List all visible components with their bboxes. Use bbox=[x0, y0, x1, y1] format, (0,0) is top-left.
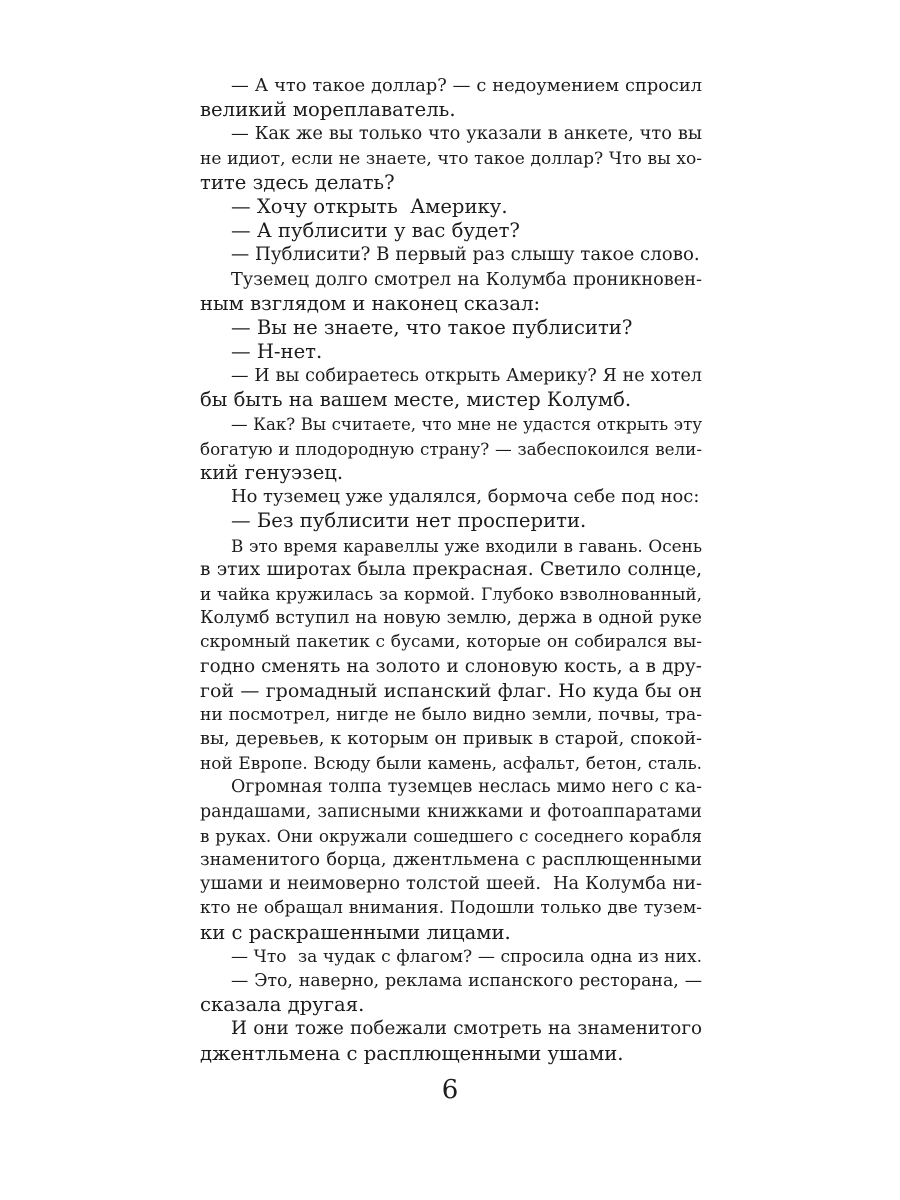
text-line: сказала другая. bbox=[200, 993, 365, 1017]
body-text bbox=[200, 74, 702, 1066]
text-line: кто не обращал внимания. Подошли только две тузем- bbox=[200, 898, 702, 919]
text-line: джентльмена с расплющенными ушами. bbox=[200, 1041, 624, 1065]
text-line: ным взглядом и наконец сказал: bbox=[200, 291, 541, 315]
text-line: вы, деревьев, к которым он привык в старой, спокой- bbox=[200, 729, 702, 750]
text-line: бы быть на вашем месте, мистер Колумб. bbox=[200, 388, 632, 412]
text-line: В это время каравеллы уже входили в гавань. Осень bbox=[231, 535, 702, 556]
text-line: рандашами, записными книжками и фотоаппаратами bbox=[200, 801, 702, 822]
text-line: и чайка кружилась за кормой. Глубоко взволнованный, bbox=[200, 583, 702, 604]
text-line: — Как же вы только что указали в анкете, что вы bbox=[231, 123, 702, 145]
text-line: великий мореплаватель. bbox=[200, 98, 456, 122]
text-line: — Н-нет. bbox=[231, 340, 323, 364]
text-line: знаменитого борца, джентльмена с расплющенными bbox=[200, 850, 702, 870]
text-line: И они тоже побежали смотреть на знаменитого bbox=[231, 1018, 702, 1040]
text-line: ной Европе. Всюду были камень, асфальт, бетон, сталь. bbox=[200, 753, 702, 774]
text-line: — Без публисити нет просперити. bbox=[231, 509, 587, 533]
text-line: — Вы не знаете, что такое публисити? bbox=[231, 315, 633, 339]
text-line: Огромная толпа туземцев неслась мимо него с ка- bbox=[231, 777, 702, 798]
text-line: — А что такое доллар? — с недоумением спросил bbox=[231, 76, 702, 96]
text-line: — И вы собираетесь открыть Америку? Я не хотел bbox=[231, 366, 702, 387]
text-line: кий генуэзец. bbox=[200, 461, 344, 484]
text-line: ушами и неимоверно толстой шеей. На Колумба ни- bbox=[200, 874, 702, 895]
text-line: ки с раскрашенными лицами. bbox=[200, 920, 511, 944]
text-line: — Публисити? В первый раз слышу такое слово. bbox=[231, 244, 700, 266]
text-line: — Что за чудак с флагом? — спросила одна из них. bbox=[231, 946, 702, 967]
text-line: тите здесь делать? bbox=[200, 170, 395, 194]
text-line: — Это, наверно, реклама испанского ресторана, — bbox=[231, 970, 702, 991]
text-line: — А публисити у вас будет? bbox=[231, 219, 520, 243]
text-line: скромный пакетик с бусами, которые он собирался вы- bbox=[200, 632, 702, 653]
text-line: ни посмотрел, нигде не было видно земли, почвы, тра- bbox=[200, 704, 702, 725]
text-line: не идиот, если не знаете, что такое доллар? Что вы хо- bbox=[200, 148, 702, 169]
text-line: Но туземец уже удалялся, бормоча себе под нос: bbox=[231, 486, 700, 508]
text-line: богатую и плодородную страну? — забеспокоился вели- bbox=[200, 438, 702, 459]
text-line: гой — громадный испанский флаг. Но куда бы он bbox=[200, 679, 702, 702]
text-line: годно сменять на золото и слоновую кость, а в дру- bbox=[200, 655, 702, 677]
text-line: Туземец долго смотрел на Колумба проникновен- bbox=[231, 269, 702, 290]
text-line: в этих широтах была прекрасная. Светило солнце, bbox=[200, 558, 702, 580]
text-line: в руках. Они окружали сошедшего с соседнего корабля bbox=[200, 825, 702, 846]
text-line: — Как? Вы считаете, что мне не удастся открыть эту bbox=[231, 414, 702, 434]
text-line: — Хочу открыть Америку. bbox=[231, 194, 508, 218]
page-number: 6 bbox=[441, 1075, 459, 1105]
text-line: Колумб вступил на новую землю, держа в одной руке bbox=[200, 608, 702, 629]
